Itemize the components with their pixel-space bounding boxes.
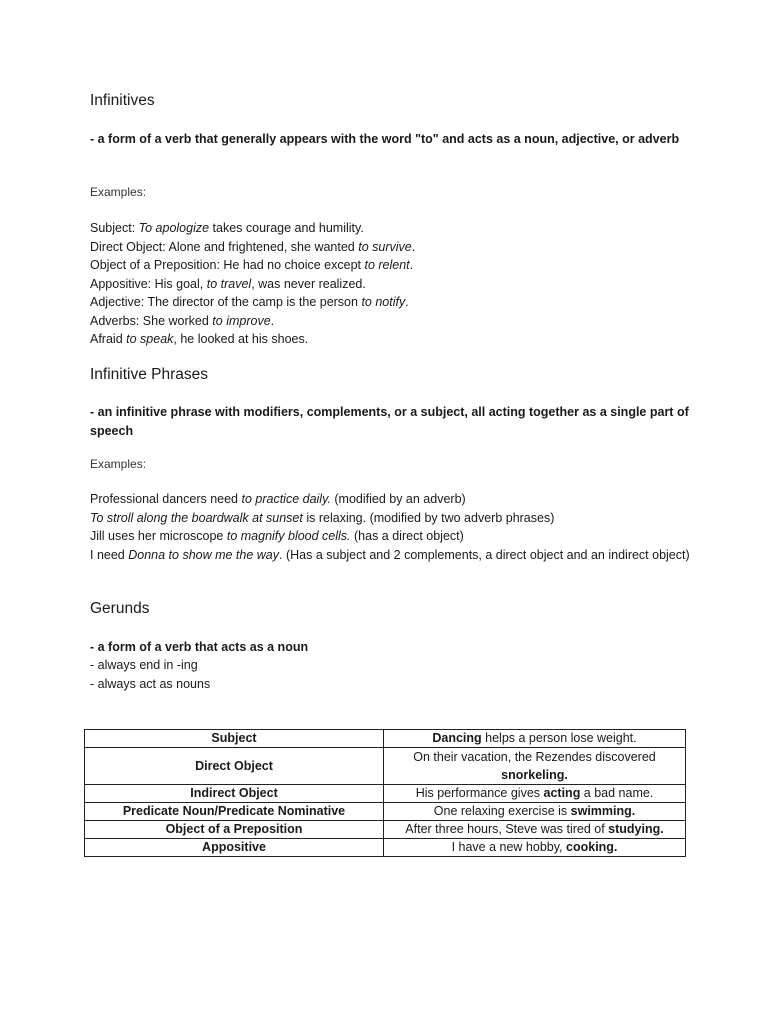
infinitive-phrases-examples	[90, 490, 690, 564]
table-cell-example: After three hours, Steve was tired of studying.	[384, 821, 686, 839]
table-cell-example: I have a new hobby, cooking.	[384, 839, 686, 857]
infinitives-heading: Infinitives	[90, 92, 155, 109]
example-line: Appositive: His goal, to travel, was never realized.	[90, 276, 366, 291]
table-cell-role: Predicate Noun/Predicate Nominative	[85, 803, 384, 821]
gerunds-points	[90, 656, 690, 693]
example-line: Subject: To apologize takes courage and humility.	[90, 221, 364, 235]
example-line: Adverbs: She worked to improve.	[90, 313, 275, 328]
table-cell-example: One relaxing exercise is swimming.	[384, 803, 686, 821]
example-line: Afraid to speak, he looked at his shoes.	[90, 332, 309, 346]
infinitives-definition: - a form of a verb that generally appears with the word "to" and acts as a noun, adjective, or adverb	[90, 132, 680, 146]
infinitive-phrases-examples-label: Examples:	[90, 457, 147, 471]
infinitives-examples-label: Examples:	[90, 185, 147, 199]
example-line: Object of a Preposition: He had no choice except to relent.	[90, 258, 414, 272]
gerunds-definition: - a form of a verb that acts as a noun	[90, 640, 309, 654]
table-cell-role: Subject	[85, 730, 384, 748]
table-cell-example: Dancing helps a person lose weight.	[384, 730, 686, 748]
table-row	[85, 821, 686, 839]
gerunds-point: - always end in -ing	[90, 658, 198, 672]
gerunds-table	[84, 729, 686, 857]
example-line: Direct Object: Alone and frightened, she wanted to survive.	[90, 239, 416, 254]
table-row	[85, 748, 686, 785]
table-cell-role: Object of a Preposition	[85, 821, 384, 839]
infinitives-examples	[90, 219, 690, 349]
gerunds-heading: Gerunds	[90, 600, 150, 617]
table-row	[85, 785, 686, 803]
gerunds-point: - always act as nouns	[90, 676, 211, 691]
example-line: Professional dancers need to practice daily. (modified by an adverb)	[90, 492, 466, 506]
table-cell-role: Direct Object	[85, 748, 384, 785]
table-cell-example: His performance gives acting a bad name.	[384, 785, 686, 803]
infinitive-phrases-definition: - an infinitive phrase with modifiers, complements, or a subject, all acting together as a single part of speech	[90, 405, 689, 438]
example-line: Adjective: The director of the camp is the person to notify.	[90, 295, 409, 309]
example-line: Jill uses her microscope to magnify blood cells. (has a direct object)	[90, 529, 464, 543]
table-row	[85, 803, 686, 821]
example-line: To stroll along the boardwalk at sunset is relaxing. (modified by two adverb phrases)	[90, 510, 555, 525]
table-cell-example: On their vacation, the Rezendes discovered snorkeling.	[384, 748, 686, 785]
table-cell-role: Indirect Object	[85, 785, 384, 803]
example-line: I need Donna to show me the way. (Has a subject and 2 complements, a direct object and an indirect object)	[90, 547, 690, 562]
table-row	[85, 730, 686, 748]
infinitive-phrases-heading: Infinitive Phrases	[90, 366, 209, 383]
table-row	[85, 839, 686, 857]
table-cell-role: Appositive	[85, 839, 384, 857]
